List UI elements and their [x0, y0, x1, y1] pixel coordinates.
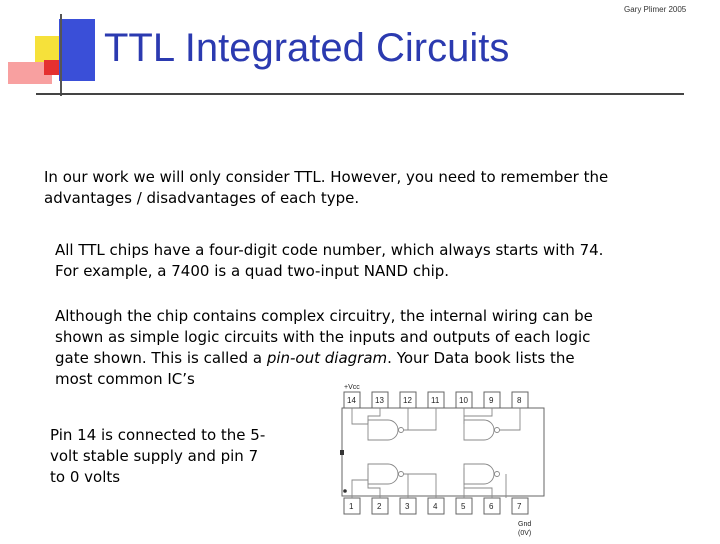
logo-vertical-line — [60, 14, 62, 96]
gnd-label: Gnd — [518, 521, 532, 528]
pins-line: volt stable supply and pin 7 — [50, 447, 259, 465]
gate-bubble — [495, 428, 500, 433]
gate-bubble — [495, 472, 500, 477]
slide-title: TTL Integrated Circuits — [104, 26, 510, 70]
title-underline — [36, 93, 684, 95]
pin-number: 3 — [405, 502, 410, 511]
pin-number: 6 — [489, 502, 494, 511]
logo-yellow-square — [35, 36, 59, 62]
author-credit: Gary Plimer 2005 — [624, 5, 687, 14]
pin-number: 9 — [489, 396, 494, 405]
gate-bubble — [399, 428, 404, 433]
nand-gate — [368, 420, 398, 440]
nand-gate — [368, 464, 398, 484]
circuitry-line — [55, 348, 593, 369]
code-line: For example, a 7400 is a quad two-input NAND chip. — [55, 262, 450, 280]
pin-number: 7 — [517, 502, 522, 511]
pin-number: 14 — [347, 396, 356, 405]
code-paragraph — [55, 240, 603, 282]
logo-blue-square — [59, 19, 95, 81]
circuitry-text: . Your Data book lists the — [387, 349, 575, 367]
circuitry-text: gate shown. This is called a — [55, 349, 267, 367]
bottom-pin-row — [344, 498, 528, 514]
nand-gate — [464, 464, 494, 484]
upper-wires — [352, 408, 520, 430]
nand-gate — [464, 420, 494, 440]
intro-line: advantages / disadvantages of each type. — [44, 189, 360, 207]
logo-red-square — [44, 60, 59, 75]
vcc-label: +Vcc — [344, 384, 360, 391]
pin-number: 13 — [375, 396, 384, 405]
gnd-sub-label: (0V) — [518, 530, 532, 537]
pin-number: 1 — [349, 502, 354, 511]
chip-notch — [340, 450, 344, 455]
pinout-diagram-svg — [330, 378, 550, 540]
circuitry-line: shown as simple logic circuits with the inputs and outputs of each logic — [55, 328, 591, 346]
circuitry-line: most common IC’s — [55, 370, 195, 388]
gate-wiring — [352, 408, 520, 498]
pin1-marker — [343, 489, 347, 493]
pin-number: 11 — [431, 396, 440, 405]
intro-paragraph — [44, 167, 608, 209]
pinout-diagram — [330, 378, 550, 540]
pin-number: 10 — [459, 396, 468, 405]
pin-number: 5 — [461, 502, 466, 511]
top-pin-row — [344, 392, 528, 408]
pin-number: 12 — [403, 396, 412, 405]
circuitry-line: Although the chip contains complex circuitry, the internal wiring can be — [55, 307, 593, 325]
pins-line: Pin 14 is connected to the 5- — [50, 426, 266, 444]
pins-line: to 0 volts — [50, 468, 121, 486]
pin-number: 4 — [433, 502, 438, 511]
gate-bubble — [399, 472, 404, 477]
pin-number: 2 — [377, 502, 382, 511]
intro-line: In our work we will only consider TTL. However, you need to remember the — [44, 168, 609, 186]
code-line: All TTL chips have a four-digit code number, which always starts with 74. — [55, 241, 604, 259]
pins-paragraph — [50, 425, 265, 488]
chip-body — [342, 408, 544, 496]
pin-number: 8 — [517, 396, 522, 405]
pinout-diagram-term: pin-out diagram — [266, 349, 388, 367]
lower-wires — [352, 468, 506, 498]
